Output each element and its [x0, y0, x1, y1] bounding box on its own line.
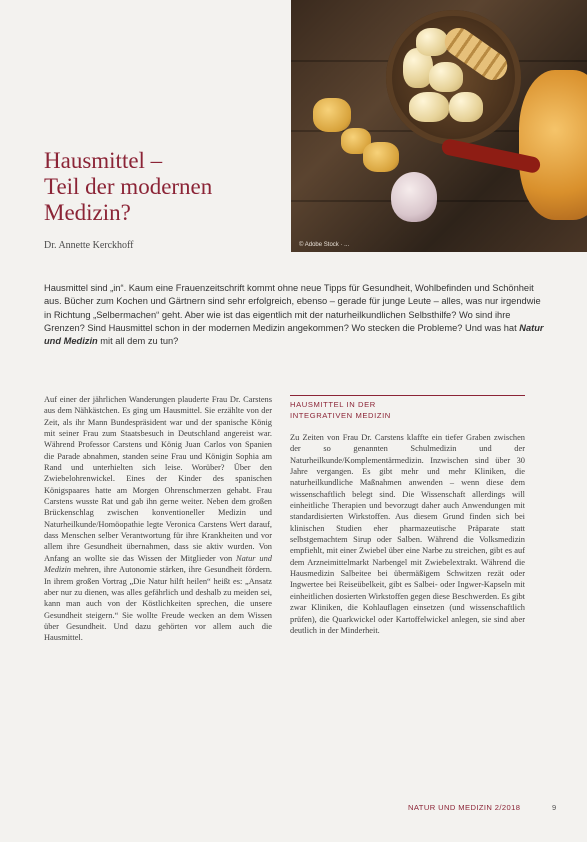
garlic-clove [449, 92, 483, 122]
honey-jar [519, 70, 587, 220]
left-column-part2: mehren, ihre Autonomie stärken, ihre Gesundheit fördern. In ihrem großen Vortrag „Die Natur hilft heilen“ heißt es: „Ansatz aber nur zu dienen, was alles gefährlich und deshalb zu meiden sei, kann man auch von der Köstlichkeiten sprechen, die unsere Gesundheit steigern.“ Sie wollte Freude wecken an dem Wissen über Gesundheit. Und dazu gehörten vor allem auch die Hausmittel. [44, 565, 272, 643]
left-column-part1: Auf einer der jährlichen Wanderungen plauderte Frau Dr. Carstens aus dem Nähkästchen. Es ging um Hausmittel. Sie erzählte von der Zeit, als ihr Mann Bundespräsident war und der spanische König mit seiner Frau zum Staatsbesuch in Deutschland angereist war. Während Professor Carstens und König Juan Carlos von Spanien die Parade abnahmen, standen seine Frau und Königin Sophia am Rand und unterhielten sich leise. Worüber? Über den Zwiebelohrenwickel. Eines der Kinder des spanischen Königspaares hatte am Morgen Ohrenschmerzen gehabt. Frau Carstens wusste Rat und gab ihn gerne weiter. Neben dem großen Brückenschlag zwischen konventioneller Medizin und Naturheilkunde/Homöopathie legte Veronica Carstens Wert darauf, dass Menschen selber Verantwortung für ihre Krankheiten und vor allem ihre Gesundheit übernahmen, dass sie aktiv wurden. Von Anfang an wollte sie das Wissen der Mitglieder von [44, 395, 272, 563]
intro-text: Hausmittel sind „in“. Kaum eine Frauenzeitschrift kommt ohne neue Tipps für Gesundheit, Wohlbefinden und Schönheit aus. Bücher zum Kochen und Gärtnern sind sehr erfolgreich, ebenso – gerade für junge Leute – alles, was nur irgendwie in Richtung „Selbermachen“ geht. Aber wie ist das eigentlich mit der naturheilkundlichen Selbsthilfe? Wo sind ihre Grenzen? Sind Hausmittel schon in der modernen Medizin angekommen? Wo stecken die Probleme? Und was hat [44, 283, 541, 333]
article-photo [291, 0, 587, 252]
title-line: Hausmittel – [44, 148, 163, 173]
author-name: Dr. Annette Kerckhoff [44, 240, 134, 251]
ginger-piece [363, 142, 399, 172]
image-credit: © Adobe Stock · ... [299, 242, 350, 248]
garlic-clove [409, 92, 449, 122]
garlic-clove [416, 28, 448, 56]
garlic-clove [429, 62, 463, 92]
sidebar-heading-line: INTEGRATIVEN MEDIZIN [290, 410, 391, 420]
intro-emphasis: Natur und Medizin [44, 322, 544, 347]
article-title [44, 148, 212, 226]
intro-text-end: mit all dem zu tun? [97, 336, 179, 347]
sidebar-box-text: Zu Zeiten von Frau Dr. Carstens klaffte ein tiefer Graben zwischen der so genannten Schulmedizin und der Naturheilkunde/Komplementärmedizin. Inzwischen sind über 30 Jahre vergangen. Es gibt mehr und mehr Kliniken, die naturheilkundliche Maßnahmen anwenden – wenn diese dem wissenschaftlich belegt sind. Die Wissenschaft allerdings will einheitliche Therapien und bevorzugt daher auch Anwendungen mit standardisierten Wirkstoffen. Aus diesem Grund finden sich bei klinischen Studien eher pharmazeutische Präparate statt selbstgemachtem Sirup oder Salben. Während die Volksmedizin empfiehlt, mit einer Zwiebel über eine Narbe zu streichen, gibt es auf dem Arzneimittelmarkt Narbengel mit Zwiebelextrakt. Während die Hausmedizin Salbeitee bei übermäßigem Schwitzen rezät oder Ingwertee bei Reiseübelkeit, gibt es Salbei- oder Ingwer-Kapseln mit einheitlichen dosierten Wirkstoffen gegen diese Beschwerden. Es gibt zwar Kliniken, die Kohlauflagen einsetzen (und wissenschaftlich prüfen), die Quarkwickel oder Kartoffelwickel anlegen, sie sind aber deutlich in der Minderheit. [290, 433, 525, 635]
title-line: Medizin? [44, 200, 131, 225]
title-line: Teil der modernen [44, 174, 213, 199]
intro-paragraph [44, 282, 549, 348]
page-number: 9 [552, 803, 557, 812]
ginger-piece [313, 98, 351, 132]
left-column-emphasis: Natur und Medizin [44, 553, 272, 575]
sidebar-box-heading [290, 395, 525, 421]
garlic-bulb [391, 172, 437, 222]
sidebar-heading-line: HAUSMITTEL IN DER [290, 400, 376, 409]
left-column-text [44, 394, 272, 644]
magazine-footer: NATUR UND MEDIZIN 2/2018 [408, 803, 521, 812]
